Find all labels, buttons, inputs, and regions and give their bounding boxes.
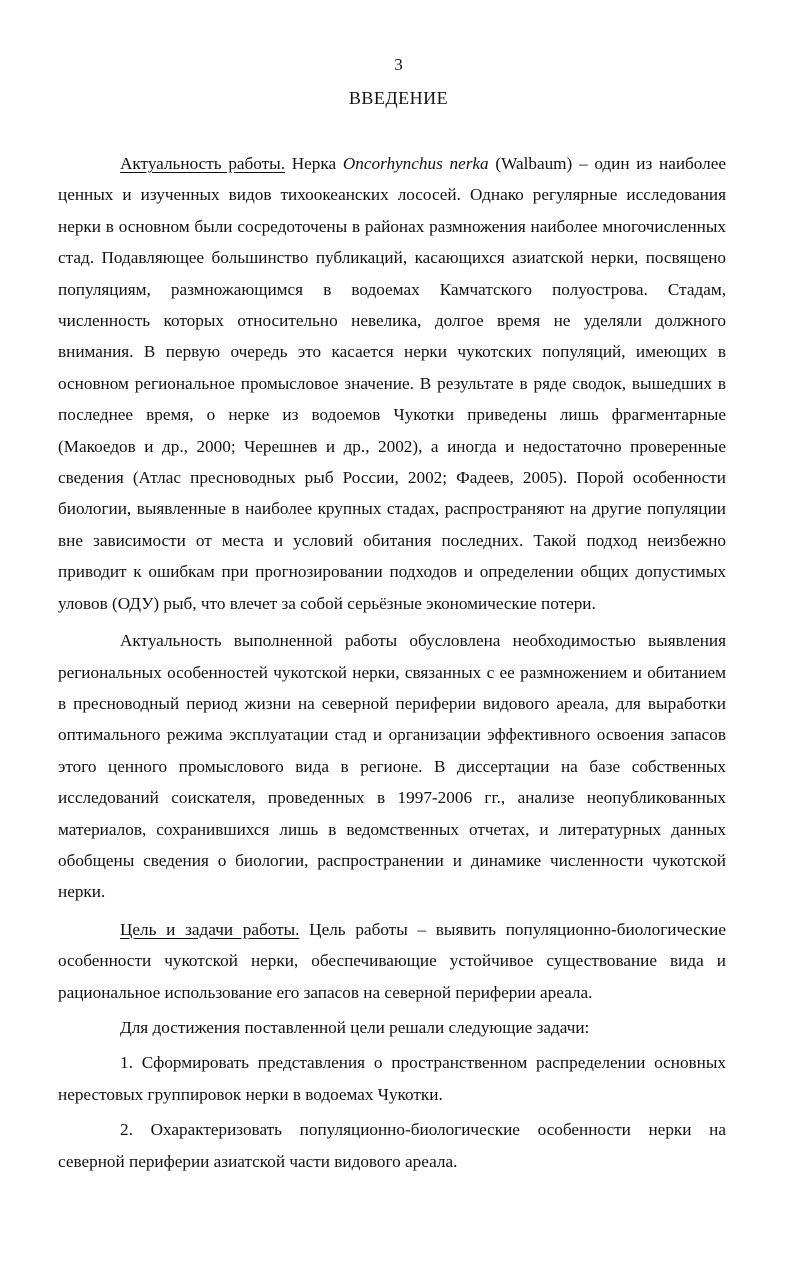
relevance-lead: Актуальность работы. bbox=[120, 154, 286, 173]
paragraph-relevance-continued: Актуальность выполненной работы обусловлена необходимостью выявления региональных особенностей чукотской нерки, связанных с ее размножением и обитанием в пресноводный период жизни на северной периферии видового ареала, для выработки оптимального режима эксплуатации стад и организации эффективного освоения запасов этого ценного промыслового вида в регионе. В диссертации на базе собственных исследований соискателя, проведенных в 1997-2006 гг., анализе неопубликованных материалов, сохранившихся лишь в ведомственных отчетах, и литературных данных обобщены сведения о биологии, распространении и динамике численности чукотской нерки. bbox=[58, 631, 726, 902]
goal-text: Цель работы – выявить популяционно-биологические особенности чукотской нерки, обеспечивающие устойчивое существование вида и рациональное использование его запасов на северной периферии ареала. bbox=[58, 919, 726, 1002]
task-item-1: 1. Сформировать представления о пространственном распределении основных нерестовых группировок нерки в водоемах Чукотки. bbox=[58, 1053, 726, 1104]
page-number: 3 bbox=[394, 55, 403, 74]
goal-lead: Цель и задачи работы. bbox=[120, 919, 300, 939]
body-text bbox=[58, 148, 726, 1177]
paragraph-tasks-intro: Для достижения поставленной цели решали следующие задачи: bbox=[120, 1017, 590, 1037]
task-item-2: 2. Охарактеризовать популяционно-биологические особенности нерки на северной периферии азиатской части видового ареала. bbox=[58, 1120, 726, 1171]
paragraph-goal bbox=[58, 914, 726, 1008]
relevance-text-2: (Walbaum) – один из наиболее ценных и изученных видов тихоокеанских лососей. Однако регулярные исследования нерки в основном были сосредоточены в районах размножения наиболее многочисленных стад. Подавляющее большинство публикаций, касающихся азиатской нерки, посвящено популяциям, размножающимся в водоемах Камчатского полуострова. Стадам, численность которых относительно невелика, долгое время не уделяли должного внимания. В первую очередь это касается нерки чукотских популяций, имеющих в основном региональное промысловое значение. В результате в ряде сводок, вышедших в последнее время, о нерке из водоемов Чукотки приведены лишь фрагментарные (Макоедов и др., 2000; Черешнев и др., 2002), а иногда и недостаточно проверенные сведения (Атлас пресноводных рыб России, 2002; Фадеев, 2005). Порой особенности биологии, выявленные в наиболее крупных стадах, распространяют на другие популяции вне зависимости от места и условий обитания последних. Такой подход неизбежно приводит к ошибкам при прогнозировании подходов и определении общих допустимых уловов (ОДУ) рыб, что влечет за собой серьёзные экономические потери. bbox=[58, 154, 726, 613]
paragraph-relevance bbox=[58, 148, 726, 619]
relevance-text-1: Нерка bbox=[285, 154, 343, 173]
section-heading: ВВЕДЕНИЕ bbox=[348, 88, 449, 108]
species-name: Oncorhynchus nerka bbox=[342, 154, 489, 173]
